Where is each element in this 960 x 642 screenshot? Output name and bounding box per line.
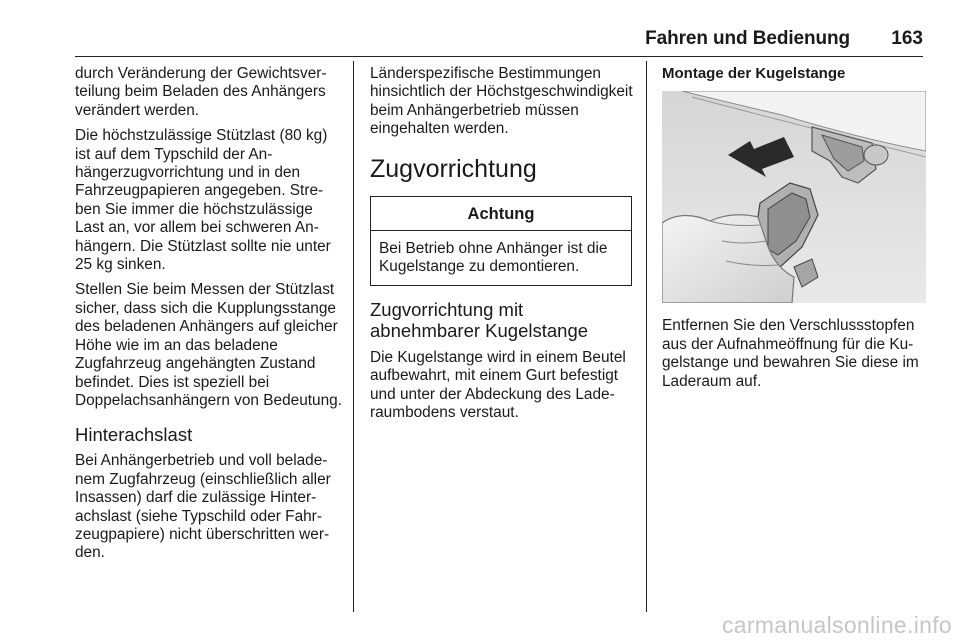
watermark: carmanualsonline.info [721, 612, 952, 638]
section-heading-hinterachslast: Hinterachslast [75, 424, 193, 446]
paragraph: Entfernen Sie den Verschlussstopfen aus der Aufnahmeöffnung für die Kugelstange und bewahren Sie diese im Laderaum auf. [662, 317, 919, 390]
section-title-zugvorrichtung: Zugvorrichtung [370, 154, 537, 183]
paragraph: Die höchstzulässige Stützlast (80 kg) ist auf dem Typschild der Anhängerzugvorrichtung und in den Fahrzeugpapieren angegeben. Streben Sie immer die höchstzulässige Last an, vor allem bei schweren Anhängern. Die Stützlast sollte nie unter 25 kg sinken. [75, 127, 331, 274]
warning-box [370, 196, 632, 286]
page-number: 163 [891, 28, 923, 49]
paragraph: Die Kugelstange wird in einem Beutel aufbewahrt, mit einem Gurt befestigt und unter der Abdeckung des Laderaumbodens verstaut. [370, 348, 626, 422]
column-divider-2 [646, 61, 647, 612]
column-divider-1 [353, 61, 354, 612]
page-header-title: Fahren und Bedienung [645, 28, 850, 49]
paragraph: Bei Anhängerbetrieb und voll beladenem Zugfahrzeug (einschließlich aller Insassen) darf die zulässige Hinterachslast (siehe Typschild oder Fahrzeugpapiere) nicht überschritten werden. [75, 452, 331, 562]
paragraph: Länderspezifische Bestimmungen hinsichtlich der Höchstgeschwindigkeit beim Anhängerbetrieb müssen eingehalten werden. [370, 65, 633, 138]
header-divider [75, 56, 923, 57]
warning-text: Bei Betrieb ohne Anhänger ist die Kugelstange zu demontieren. [379, 240, 608, 276]
column-left [75, 65, 343, 570]
subsection-heading: Zugvorrichtung mit abnehmbarer Kugelstange [370, 298, 589, 341]
paragraph: durch Veränderung der Gewichtsverteilung beim Beladen des Anhängers verändert werden. [75, 65, 327, 119]
tow-bar-illustration [662, 91, 926, 303]
warning-body [371, 231, 631, 285]
paragraph: Stellen Sie beim Messen der Stützlast sicher, dass sich die Kupplungsstange des beladenen Anhängers auf gleicher Höhe wie im an das beladene Zugfahrzeug angehängten Zustand befindet. Dies ist speziell bei Doppelachsanhängern von Bedeutung. [75, 281, 342, 409]
column-right [662, 65, 926, 398]
warning-title: Achtung [371, 197, 631, 231]
column-middle [370, 65, 633, 429]
figure-caption: Montage der Kugelstange [662, 65, 846, 82]
